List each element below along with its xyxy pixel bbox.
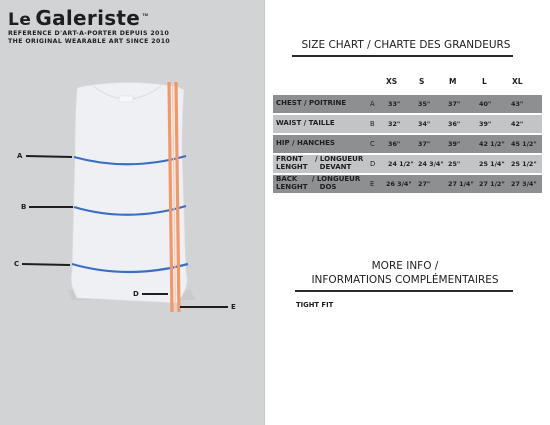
table-cell: 32" [388,120,401,128]
row-letter: E [370,180,375,188]
table-cell: 25 1/2" [511,160,537,168]
size-header-xs: XS [386,77,398,86]
table-cell: 27 3/4" [511,180,537,188]
table-cell: 27 1/4" [448,180,474,188]
garment-diagram [0,0,264,425]
table-cell: 26 3/4" [386,180,412,188]
logo-name-text: Galeriste [35,6,141,30]
table-cell: 24 1/2" [388,160,414,168]
table-cell: 24 3/4" [418,160,444,168]
table-cell: 39" [448,140,461,148]
fit-note: TIGHT FIT [296,301,334,309]
table-cell: 35" [418,100,431,108]
table-cell: 33" [388,100,401,108]
marker-label-e: E [231,303,236,311]
neck-label [119,96,133,102]
size-header-m: M [449,77,457,86]
marker-line-c [22,264,70,265]
more-info-title-line-2: INFORMATIONS COMPLÉMENTAIRES [311,274,499,286]
brand-tagline-en: THE ORIGINAL WEARABLE ART SINCE 2010 [8,38,171,45]
table-cell: 36" [388,140,401,148]
table-cell: 37" [448,100,461,108]
size-header-s: S [419,77,425,86]
table-cell: 25" [448,160,461,168]
size-chart-title: SIZE CHART / CHARTE DES GRANDEURS [301,39,511,51]
table-cell: 40" [479,100,492,108]
marker-label-c: C [14,260,20,268]
table-cell: 45 1/2" [511,140,537,148]
row-label-line-1: BACK / LONGUEUR [276,175,361,183]
table-cell: 43" [511,100,524,108]
row-label-line-2: LENGHT DOS [276,183,337,191]
table-cell: 39" [479,120,492,128]
row-letter: D [370,160,376,168]
more-info-title-rule [295,290,513,292]
table-cell: 42 1/2" [479,140,505,148]
table-cell: 27 1/2" [479,180,505,188]
brand-tagline-fr: REFERENCE D'ART-A-PORTER DEPUIS 2010 [8,30,170,37]
logo-le-text: Le [8,10,32,30]
size-header-l: L [482,77,487,86]
marker-label-a: A [17,152,23,160]
table-cell: 27" [418,180,431,188]
size-header-xl: XL [512,77,523,86]
table-cell: 42" [511,120,524,128]
marker-label-b: B [21,203,27,211]
row-letter: A [370,100,375,108]
table-cell: 37" [418,140,431,148]
marker-line-a [26,156,72,157]
row-label-line-1: FRONT / LONGUEUR [276,155,364,163]
more-info-title-line-1: MORE INFO / [371,260,439,272]
row-letter: C [370,140,375,148]
logo-trademark: TM [142,12,148,17]
row-label: HIP / HANCHES [276,139,335,147]
row-letter: B [370,120,375,128]
table-cell: 25 1/4" [479,160,505,168]
table-cell: 34" [418,120,431,128]
table-cell: 36" [448,120,461,128]
row-label: CHEST / POITRINE [276,99,347,107]
row-label-line-2: LENGHT DEVANT [276,163,352,171]
row-label: WAIST / TAILLE [276,119,335,127]
panel-divider [264,0,265,425]
marker-label-d: D [133,290,139,298]
size-chart-title-rule [292,55,513,57]
